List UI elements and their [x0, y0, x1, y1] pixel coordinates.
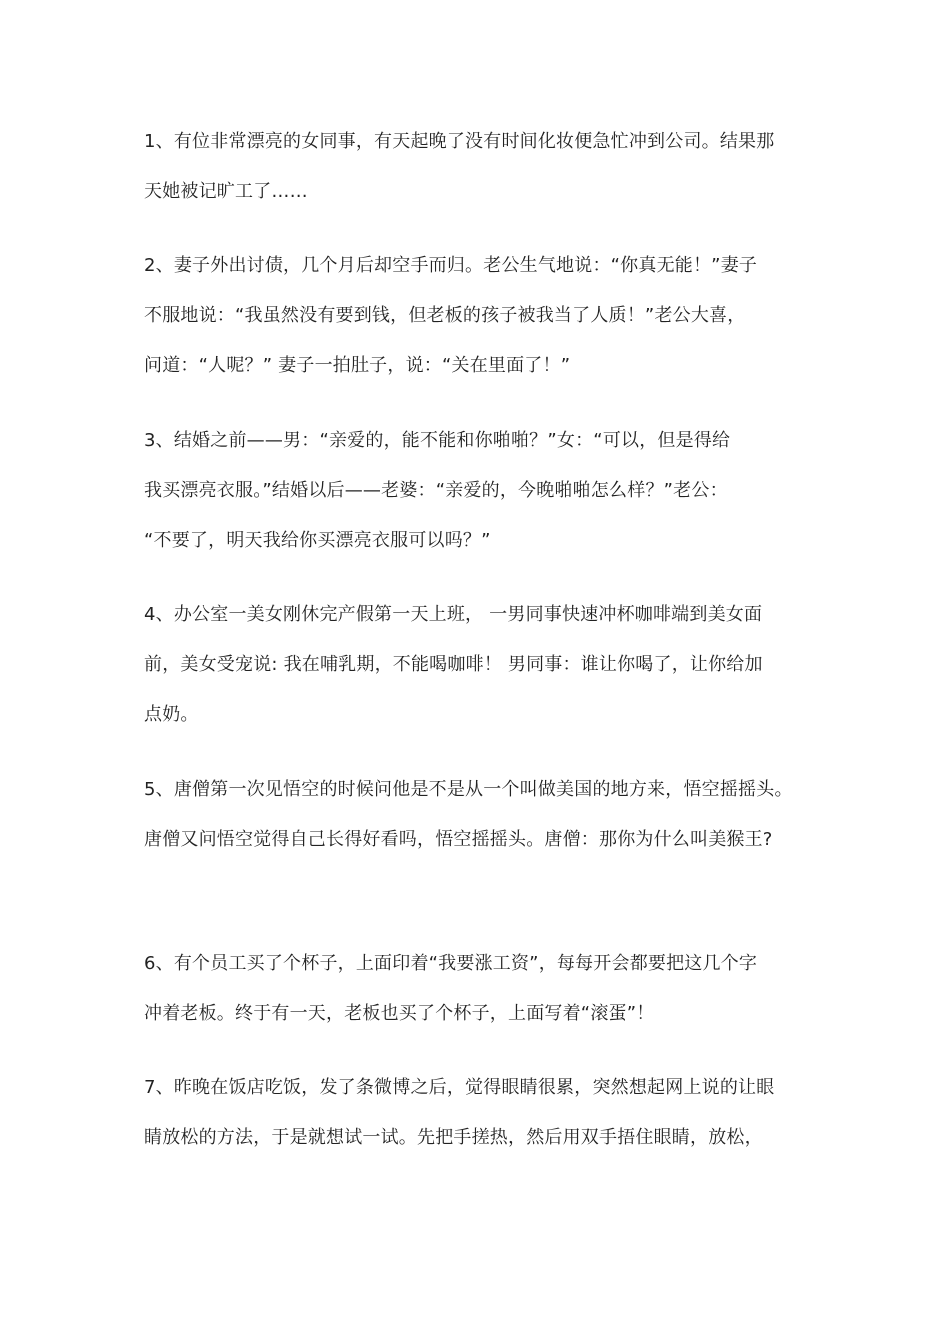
joke-6-line-2: 冲着老板。终于有一天，老板也买了个杯子，上面写着“滚蛋”！ [144, 1003, 655, 1024]
joke-7-line-1: 7、昨晚在饭店吃饭，发了条微博之后，觉得眼睛很累，突然想起网上说的让眼 [144, 1077, 775, 1098]
joke-4-line-2: 前，美女受宠说: 我在哺乳期，不能喝咖啡！ 男同事：谁让你喝了，让你给加 [144, 654, 763, 675]
joke-6-line-1: 6、有个员工买了个杯子，上面印着“我要涨工资”，每每开会都要把这几个字 [144, 953, 758, 974]
joke-3-line-3: “不要了，明天我给你买漂亮衣服可以吗？” [144, 530, 491, 551]
joke-2-line-1: 2、妻子外出讨债，几个月后却空手而归。老公生气地说：“你真无能！”妻子 [144, 255, 758, 276]
joke-3-line-2: 我买漂亮衣服。”结婚以后——老婆：“亲爱的，今晚啪啪怎么样？”老公： [144, 480, 728, 501]
joke-2-line-3: 问道：“人呢？” 妻子一拍肚子，说：“关在里面了！” [144, 355, 571, 376]
joke-1-line-2: 天她被记旷工了…… [144, 181, 308, 202]
joke-2-line-2: 不服地说：“我虽然没有要到钱，但老板的孩子被我当了人质！”老公大喜， [144, 305, 746, 326]
joke-7-line-2: 睛放松的方法，于是就想试一试。先把手搓热，然后用双手捂住眼睛，放松， [144, 1127, 763, 1148]
joke-5-line-2: 唐僧又问悟空觉得自己长得好看吗，悟空摇摇头。唐僧：那你为什么叫美猴王? [144, 829, 773, 850]
joke-4-line-1: 4、办公室一美女刚休完产假第一天上班， 一男同事快速冲杯咖啡端到美女面 [144, 604, 763, 625]
joke-1-line-1: 1、有位非常漂亮的女同事，有天起晚了没有时间化妆便急忙冲到公司。结果那 [144, 131, 775, 152]
joke-3-line-1: 3、结婚之前——男：“亲爱的，能不能和你啪啪？”女：“可以，但是得给 [144, 430, 731, 451]
joke-4-line-3: 点奶。 [144, 704, 199, 725]
joke-5-line-1: 5、唐僧第一次见悟空的时候问他是不是从一个叫做美国的地方来，悟空摇摇头。 [144, 779, 793, 800]
